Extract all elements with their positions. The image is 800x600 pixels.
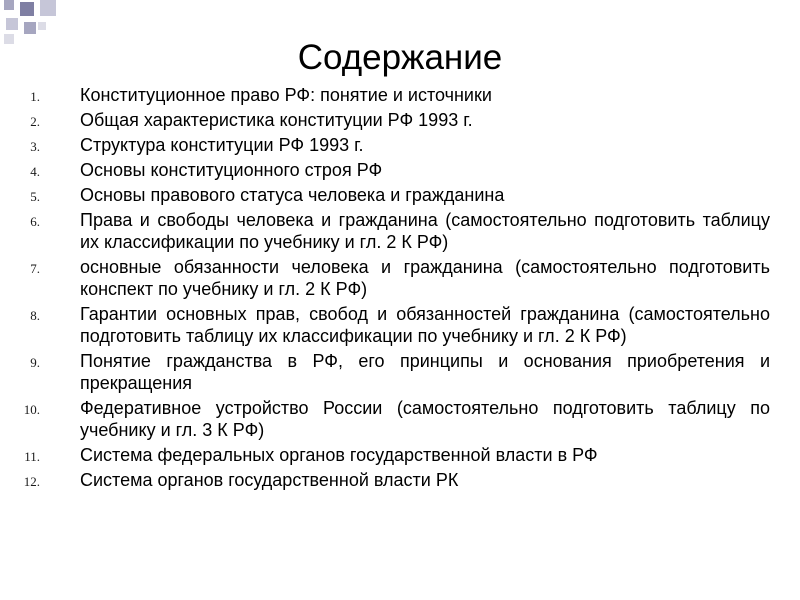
decor-square: [38, 22, 46, 30]
list-item: [0, 256, 800, 300]
item-number: 11.: [24, 449, 40, 464]
item-number: 3.: [30, 139, 40, 154]
item-number: 10.: [23, 402, 40, 417]
item-text: Общая характеристика конституции РФ 1993 г.: [80, 110, 473, 130]
item-number: 5.: [30, 189, 40, 204]
item-text: Система органов государственной власти РК: [80, 470, 459, 490]
contents-list: [0, 84, 800, 494]
item-number: 6.: [30, 214, 40, 229]
item-number: 1.: [30, 89, 40, 104]
list-item: [0, 209, 800, 253]
list-item: [0, 303, 800, 347]
item-text: Основы конституционного строя РФ: [80, 160, 383, 180]
decor-square: [20, 2, 34, 16]
list-item: [0, 109, 800, 131]
decor-square: [40, 0, 56, 16]
item-text: Гарантии основных прав, свобод и обязанностей гражданина (самостоятельно подготовить таблицу их классификации по учебнику и гл. 2 К РФ): [80, 304, 770, 346]
item-text: Понятие гражданства в РФ, его принципы и основания приобретения и прекращения: [80, 351, 770, 393]
list-item: [0, 134, 800, 156]
list-item: [0, 84, 800, 106]
slide-title: Содержание: [297, 38, 503, 77]
item-number: 2.: [30, 114, 40, 129]
item-number: 8.: [30, 308, 40, 323]
list-item: [0, 184, 800, 206]
item-number: 4.: [30, 164, 40, 179]
item-number: 7.: [30, 261, 40, 276]
decor-square: [6, 18, 18, 30]
list-item: [0, 159, 800, 181]
list-item: [0, 350, 800, 394]
item-number: 9.: [30, 355, 40, 370]
list-item: [0, 444, 800, 466]
item-text: Основы правового статуса человека и гражданина: [80, 185, 505, 205]
item-text: Федеративное устройство России (самостоятельно подготовить таблицу по учебнику и гл. 3 К РФ): [80, 398, 770, 440]
item-text: основные обязанности человека и гражданина (самостоятельно подготовить конспект по учебнику и гл. 2 К РФ): [80, 257, 770, 299]
item-text: Права и свободы человека и гражданина (самостоятельно подготовить таблицу их классификации по учебнику и гл. 2 К РФ): [80, 210, 770, 252]
item-text: Структура конституции РФ 1993 г.: [80, 135, 364, 155]
list-item: [0, 469, 800, 491]
list-item: [0, 397, 800, 441]
item-text: Конституционное право РФ: понятие и источники: [80, 85, 492, 105]
decor-square: [24, 22, 36, 34]
decor-square: [4, 0, 14, 10]
item-text: Система федеральных органов государственной власти в РФ: [80, 445, 598, 465]
item-number: 12.: [23, 474, 40, 489]
